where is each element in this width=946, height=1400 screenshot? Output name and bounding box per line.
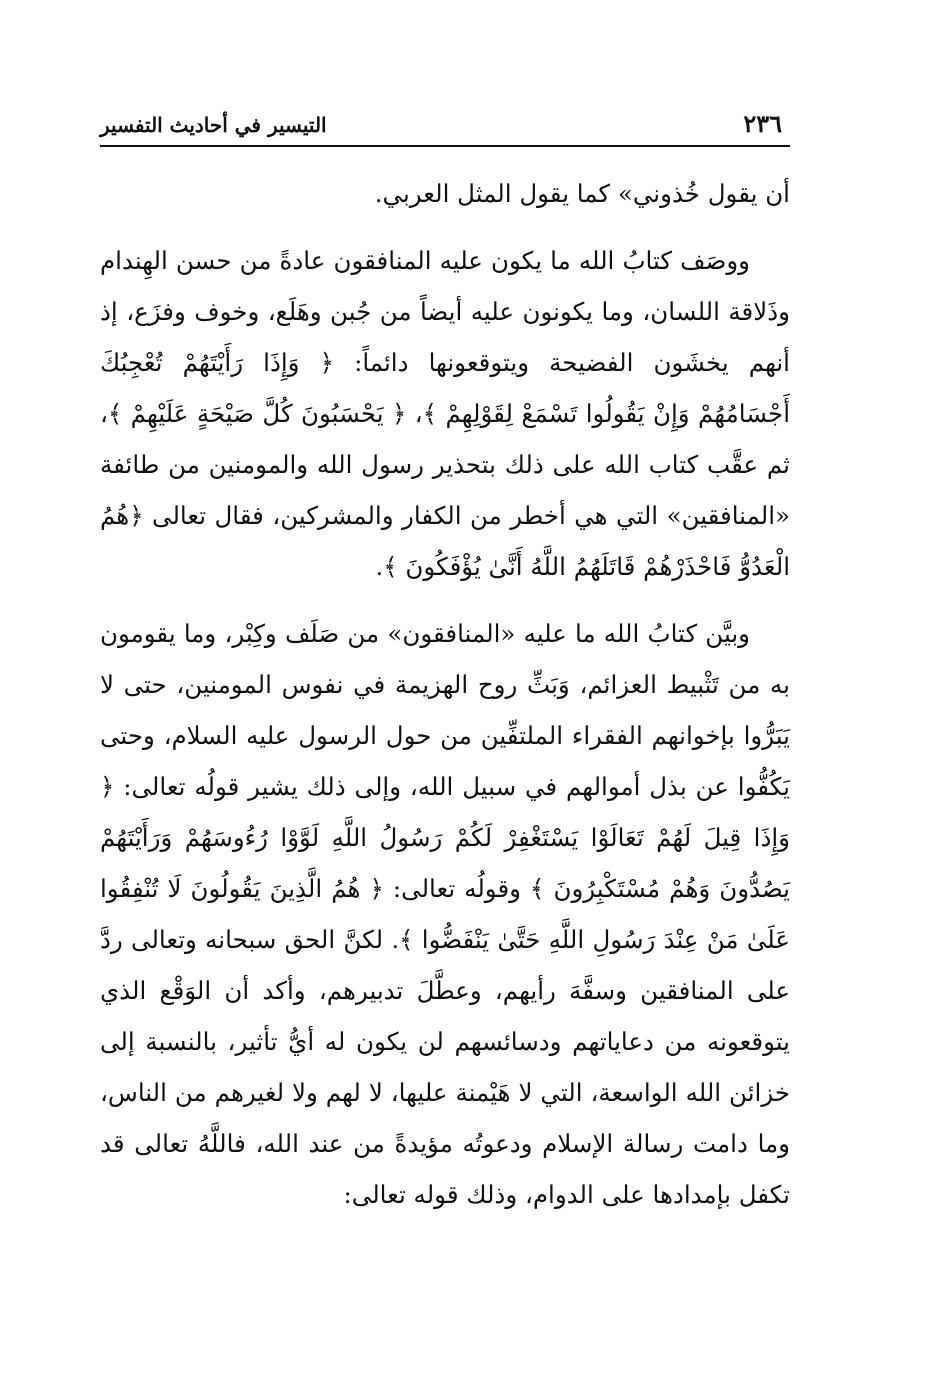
paragraph-gap — [100, 219, 790, 235]
paragraph-gap — [100, 592, 790, 608]
page-number: ٢٣٦ — [743, 109, 782, 138]
header-divider — [100, 145, 790, 147]
paragraph-hypocrites-description: ووصَف كتابُ الله ما يكون عليه المنافقون عادةً من حسن الهِندام وذَلاقة اللسان، وما يكونون عليه أيضاً من جُبن وهَلَع، وخوف وفزَع، إذ أنهم يخشَون الفضيحة ويتوقعونها دائماً: ﴿ وَإِذَا رَأَيْتَهُمْ تُعْجِبُكَ أَجْسَامُهُمْ وَإِنْ يَقُولُوا تَسْمَعْ لِقَوْلِهِمْ ﴾، ﴿ يَحْسَبُونَ كُلَّ صَيْحَةٍ عَلَيْهِمْ ﴾، ثم عقَّب كتاب الله على ذلك بتحذير رسول الله والمومنين من طائفة «المنافقين» التي هي أخطر من الكفار والمشركين، فقال تعالى ﴿هُمُ الْعَدُوُّ فَاحْذَرْهُمْ قَاتَلَهُمُ اللَّهُ أَنَّىٰ يُؤْفَكُونَ ﴾. — [100, 246, 790, 581]
paragraph-continuation: أن يقول خُذوني» كما يقول المثل العربي. — [374, 179, 790, 208]
running-title: التيسير في أحاديث التفسير — [100, 113, 327, 137]
body-text — [100, 168, 790, 1220]
page-header — [100, 108, 790, 144]
paragraph-hypocrites-arrogance: وبيَّن كتابُ الله ما عليه «المنافقون» من صَلَف وكِبْر، وما يقومون به من تَثْبيط العزائم، وَبَثِّ روح الهزيمة في نفوس المومنين، حتى لا يَبَرُّوا بإخوانهم الفقراء الملتفِّين من حول الرسول عليه السلام، وحتى يَكُفُّوا عن بذل أموالهم في سبيل الله، وإلى ذلك يشير قولُه تعالى: ﴿ وَإِذَا قِيلَ لَهُمْ تَعَالَوْا يَسْتَغْفِرْ لَكُمْ رَسُولُ اللَّهِ لَوَّوْا رُءُوسَهُمْ وَرَأَيْتَهُمْ يَصُدُّونَ وَهُمْ مُسْتَكْبِرُونَ ﴾ وقولُه تعالى: ﴿ هُمُ الَّذِينَ يَقُولُونَ لَا تُنْفِقُوا عَلَىٰ مَنْ عِنْدَ رَسُولِ اللَّهِ حَتَّىٰ يَنْفَضُّوا ﴾. لكنَّ الحق سبحانه وتعالى ردَّ على المنافقين وسفَّهَ رأيهم، وعطَّلَ تدبيرهم، وأكد أن الوَقْع الذي يتوقعونه من دعاياتهم ودسائسهم لن يكون له أيُّ تأثير، بالنسبة إلى خزائن الله الواسعة، التي لا هَيْمنة عليها، لا لهم ولا لغيرهم من الناس، وما دامت رسالة الإسلام ودعوتُه مؤيدةً من عند الله، فاللَّهُ تعالى قد تكفل بإمدادها على الدوام، وذلك قوله تعالى: — [100, 619, 790, 1209]
